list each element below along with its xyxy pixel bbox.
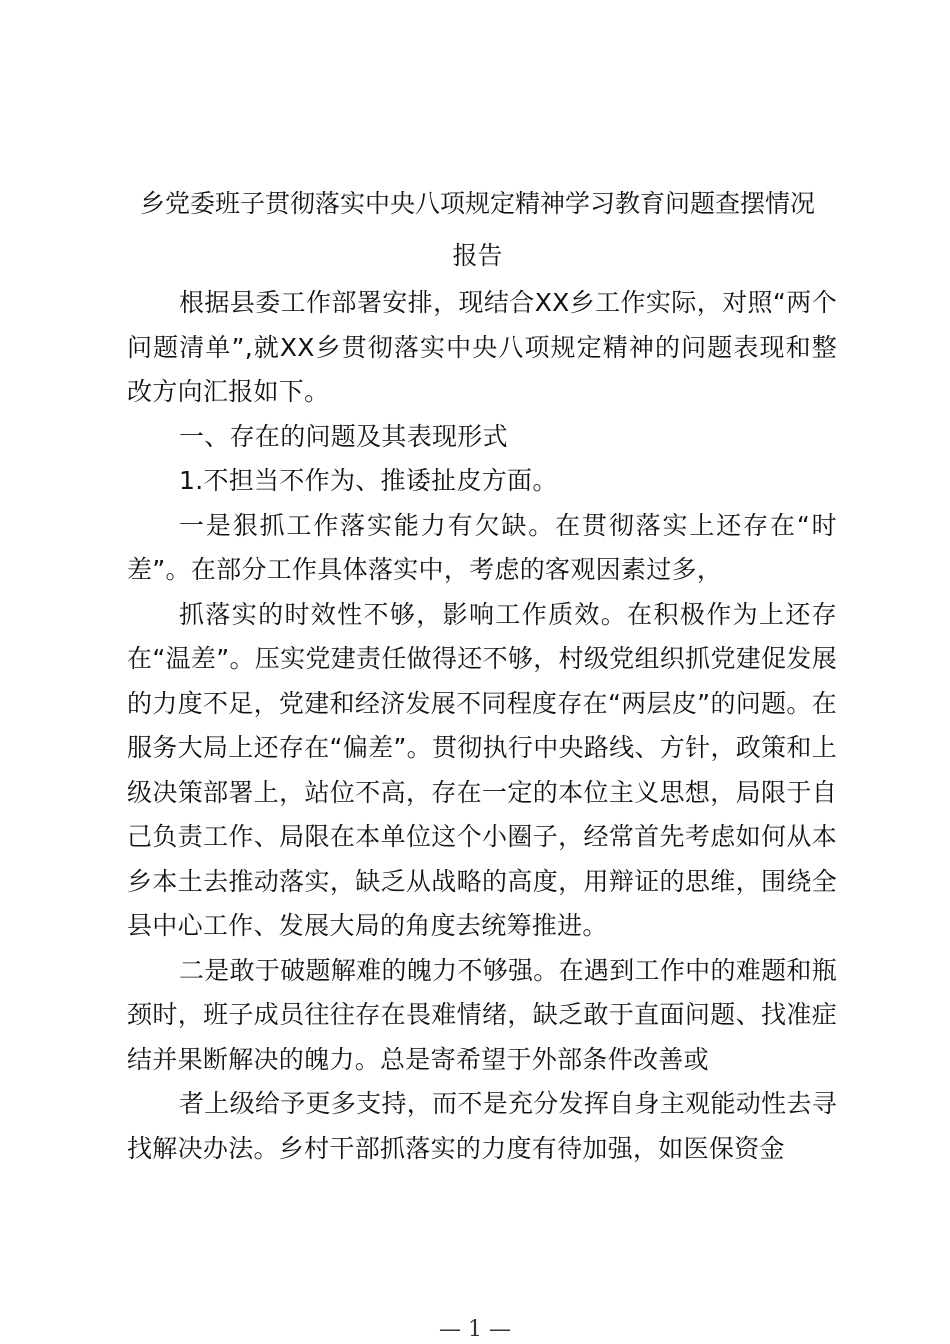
document-title (120, 178, 835, 282)
paragraph-2: 抓落实的时效性不够，影响工作质效。在积极作为上还存在“温差”。压实党建责任做得还不够，村级党组织抓党建促发展的力度不足，党建和经济发展不同程度存在“两层皮”的问题。在服务大局上还存在“偏差”。贯彻执行中央路线、方针，政策和上级决策部署上，站位不高，存在一定的本位主义思想，局限于自己负责工作、局限在本单位这个小圈子，经常首先考虑如何从本乡本土去推动落实，缺乏从战略的高度，用辩证的思维，围绕全县中心工作、发展大局的角度去统筹推进。 (127, 599, 837, 940)
paragraph-intro: 根据县委工作部署安排，现结合XX乡工作实际，对照“两个问题清单”,就XX乡贯彻落实中央八项规定精神的问题表现和整改方向汇报如下。 (127, 288, 837, 406)
title-line-2: 报告 (452, 241, 503, 270)
subsection-heading-1: 1.不担当不作为、推诿扯皮方面。 (179, 466, 558, 495)
paragraph-4: 者上级给予更多支持，而不是充分发挥自身主观能动性去寻找解决办法。乡村干部抓落实的力度有待加强，如医保资金 (127, 1089, 837, 1163)
title-line-1: 乡党委班子贯彻落实中央八项规定精神学习教育问题查摆情况 (139, 189, 815, 218)
page-number: — 1 — (439, 1317, 511, 1342)
paragraph-1: 一是狠抓工作落实能力有欠缺。在贯彻落实上还存在“时差”。在部分工作具体落实中，考虑的客观因素过多， (127, 510, 837, 584)
section-heading-1: 一、存在的问题及其表现形式 (179, 421, 508, 451)
document-body (127, 281, 837, 1171)
paragraph-3: 二是敢于破题解难的魄力不够强。在遇到工作中的难题和瓶颈时，班子成员往往存在畏难情绪，缺乏敢于直面问题、找准症结并果断解决的魄力。总是寄希望于外部条件改善或 (127, 955, 837, 1074)
